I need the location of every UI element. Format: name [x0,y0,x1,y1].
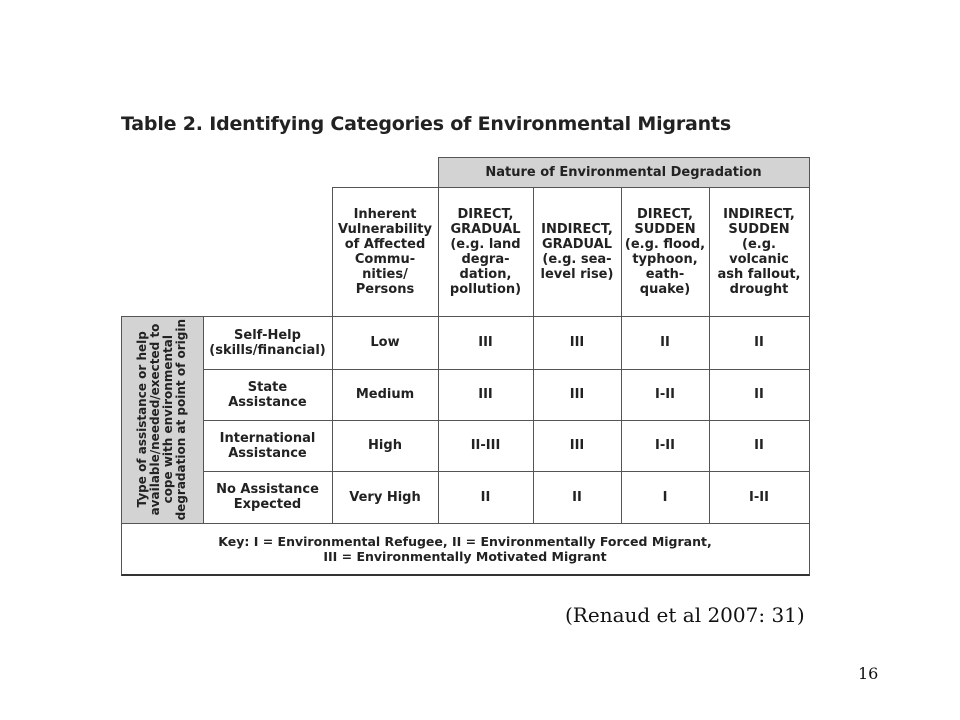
table-cell: II [438,471,534,524]
vulnerability-header: Inherent Vulnerability of Affected Commu- nities/ Persons [332,187,439,317]
vulnerability-cell: Medium [332,369,439,421]
row-label-no-assistance: No Assistance Expected [203,471,333,524]
col-header-indirect-sudden: INDIRECT, SUDDEN (e.g. volcanic ash fallout, drought [709,187,810,317]
degradation-header: Nature of Environmental Degradation [438,157,810,188]
table-cell: III [533,369,622,421]
col-header-direct-gradual: DIRECT, GRADUAL (e.g. land degra- dation, pollution) [438,187,534,317]
migrants-table [121,157,809,575]
table-cell: I [621,471,710,524]
vulnerability-cell: Low [332,316,439,370]
row-label-state-assistance: State Assistance [203,369,333,421]
table-cell: III [533,420,622,472]
page-number: 16 [858,664,879,683]
table-cell: II [533,471,622,524]
table-cell: II [709,369,810,421]
table-cell: II-III [438,420,534,472]
vulnerability-cell: Very High [332,471,439,524]
table-cell: III [438,369,534,421]
blank-corner [121,157,439,188]
source-citation: (Renaud et al 2007: 31) [565,603,805,627]
table-cell: III [533,316,622,370]
table-title: Table 2. Identifying Categories of Environmental Migrants [121,113,731,135]
assistance-side-header [121,316,204,524]
vulnerability-cell: High [332,420,439,472]
table-cell: I-II [621,369,710,421]
table-cell: I-II [709,471,810,524]
table-key: Key: I = Environmental Refugee, II = Environmentally Forced Migrant, III = Environmentally Motivated Migrant [121,523,810,576]
row-label-international-assistance: International Assistance [203,420,333,472]
table-cell: II [709,420,810,472]
table-cell: I-II [621,420,710,472]
row-label-self-help: Self-Help (skills/financial) [203,316,333,370]
blank-corner-2 [121,187,333,317]
table-cell: III [438,316,534,370]
col-header-direct-sudden: DIRECT, SUDDEN (e.g. flood, typhoon, eath- quake) [621,187,710,317]
col-header-indirect-gradual: INDIRECT, GRADUAL (e.g. sea- level rise) [533,187,622,317]
table-cell: II [621,316,710,370]
table-cell: II [709,316,810,370]
assistance-side-header-text: Type of assistance or help available/needed/exected to cope with environmental degradation at point of origin [135,318,188,521]
